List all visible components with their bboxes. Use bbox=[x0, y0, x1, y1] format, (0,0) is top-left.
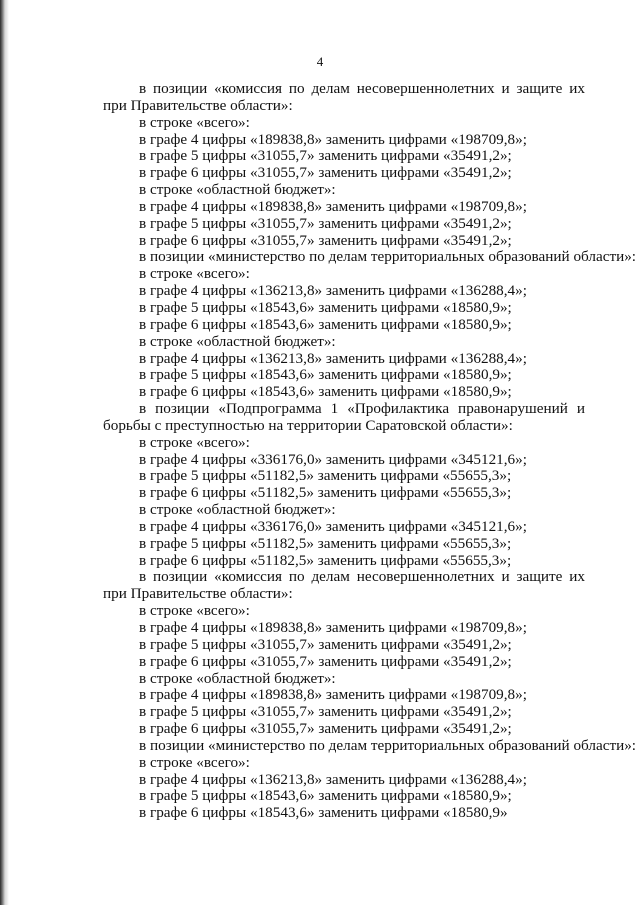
text-line: в графе 5 цифры «31055,7» заменить цифрами «35491,2»; bbox=[139, 635, 512, 653]
document-body bbox=[103, 81, 637, 822]
text-line: в графе 6 цифры «31055,7» заменить цифрами «35491,2»; bbox=[139, 652, 512, 670]
page-number: 4 bbox=[316, 54, 324, 69]
text-line: в строке «областной бюджет»: bbox=[139, 332, 336, 350]
text-line: в строке «областной бюджет»: bbox=[139, 669, 336, 687]
text-line: в графе 6 цифры «18543,6» заменить цифрами «18580,9»; bbox=[139, 315, 512, 333]
text-line: в строке «всего»: bbox=[139, 265, 250, 283]
text-line: в графе 4 цифры «189838,8» заменить цифрами «198709,8»; bbox=[139, 686, 527, 704]
text-line: в графе 6 цифры «31055,7» заменить цифрами «35491,2»; bbox=[139, 720, 512, 738]
text-line: при Правительстве области»: bbox=[103, 96, 293, 114]
text-line: в графе 4 цифры «189838,8» заменить цифрами «198709,8»; bbox=[139, 619, 527, 636]
scan-edge-shadow bbox=[0, 0, 9, 905]
text-line: в графе 6 цифры «18543,6» заменить цифрами «18580,9» bbox=[139, 804, 508, 822]
text-line: в графе 5 цифры «51182,5» заменить цифрами «55655,3»; bbox=[139, 534, 512, 552]
text-line: в строке «всего»: bbox=[139, 113, 250, 131]
text-line: при Правительстве области»: bbox=[103, 585, 293, 603]
text-line: в позиции «министерство по делам территориальных образований области»: bbox=[139, 248, 637, 266]
text-line: в графе 6 цифры «31055,7» заменить цифрами «35491,2»; bbox=[139, 231, 512, 249]
text-line: в строке «областной бюджет»: bbox=[139, 501, 336, 519]
text-line: в строке «областной бюджет»: bbox=[139, 181, 336, 199]
text-line: в графе 5 цифры «18543,6» заменить цифрами «18580,9»; bbox=[139, 298, 512, 316]
text-line: в строке «всего»: bbox=[139, 433, 250, 451]
text-line: в позиции «комиссия по делам несовершеннолетних и защите их bbox=[139, 569, 585, 586]
text-line: в графе 4 цифры «136213,8» заменить цифрами «136288,4»; bbox=[139, 770, 527, 788]
text-line: в строке «всего»: bbox=[139, 602, 250, 620]
text-line: в графе 4 цифры «336176,0» заменить цифрами «345121,6»; bbox=[139, 450, 527, 468]
text-line: в графе 6 цифры «51182,5» заменить цифрами «55655,3»; bbox=[139, 484, 512, 502]
text-line: в графе 4 цифры «189838,8» заменить цифрами «198709,8»; bbox=[139, 130, 527, 148]
text-line: в позиции «Подпрограмма 1 «Профилактика правонарушений и bbox=[139, 401, 585, 418]
text-line: в позиции «комиссия по делам несовершеннолетних и защите их bbox=[139, 81, 585, 97]
text-line: в строке «всего»: bbox=[139, 753, 250, 771]
text-line: борьбы с преступностью на территории Саратовской области»: bbox=[103, 416, 513, 434]
text-line: в графе 4 цифры «136213,8» заменить цифрами «136288,4»; bbox=[139, 282, 527, 300]
text-line: в графе 5 цифры «31055,7» заменить цифрами «35491,2»; bbox=[139, 703, 512, 721]
text-line: в графе 5 цифры «18543,6» заменить цифрами «18580,9»; bbox=[139, 787, 512, 805]
text-line: в графе 5 цифры «31055,7» заменить цифрами «35491,2»; bbox=[139, 147, 512, 165]
text-line: в графе 6 цифры «31055,7» заменить цифрами «35491,2»; bbox=[139, 164, 512, 182]
text-line: в графе 6 цифры «18543,6» заменить цифрами «18580,9»; bbox=[139, 383, 512, 401]
text-line: в графе 4 цифры «136213,8» заменить цифрами «136288,4»; bbox=[139, 349, 527, 367]
text-line: в графе 5 цифры «31055,7» заменить цифрами «35491,2»; bbox=[139, 214, 512, 232]
text-line: в графе 6 цифры «51182,5» заменить цифрами «55655,3»; bbox=[139, 551, 512, 569]
text-line: в графе 5 цифры «51182,5» заменить цифрами «55655,3»; bbox=[139, 467, 512, 485]
text-line: в позиции «министерство по делам территориальных образований области»: bbox=[139, 736, 637, 754]
text-line: в графе 5 цифры «18543,6» заменить цифрами «18580,9»; bbox=[139, 366, 512, 384]
text-line: в графе 4 цифры «336176,0» заменить цифрами «345121,6»; bbox=[139, 517, 527, 535]
text-line: в графе 4 цифры «189838,8» заменить цифрами «198709,8»; bbox=[139, 197, 527, 215]
